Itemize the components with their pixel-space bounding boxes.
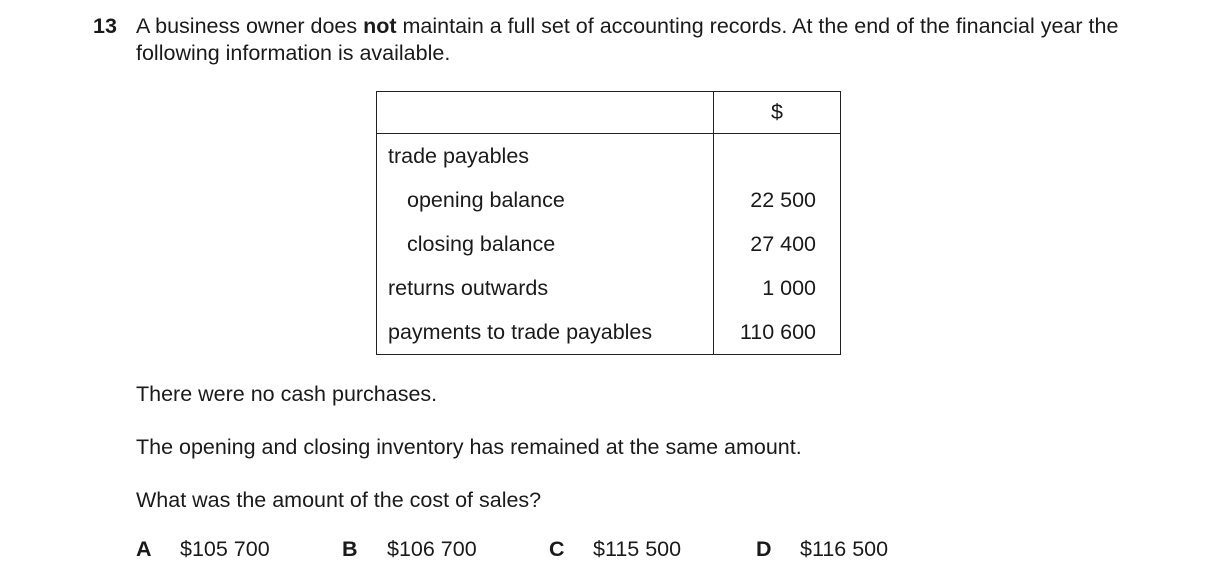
option-letter: C (549, 537, 565, 561)
option-d[interactable] (756, 536, 888, 563)
table-row-amount: 1 000 (762, 276, 816, 300)
table-row-amount: 110 600 (739, 320, 816, 344)
table-row-label: returns outwards (388, 276, 549, 300)
option-letter: B (342, 537, 358, 561)
table-labels-cell (377, 134, 714, 355)
table-row-amount: 22 500 (750, 188, 816, 212)
option-letter: A (136, 537, 152, 561)
option-value: $106 700 (387, 537, 477, 561)
table-amounts-cell (714, 134, 841, 355)
option-value: $105 700 (180, 537, 270, 561)
option-letter: D (756, 537, 772, 561)
table-header-row (377, 92, 841, 134)
stem-emphasis: not (363, 14, 397, 38)
question-stem (136, 13, 1136, 67)
question-number: 13 (93, 14, 117, 38)
option-value: $116 500 (800, 537, 889, 561)
table-row-label: closing balance (407, 232, 556, 256)
table-header-currency: $ (714, 92, 841, 134)
note-no-cash-purchases: There were no cash purchases. (136, 382, 438, 406)
stem-text-2: maintain a full set of accounting records. At the end of the financial year the following information is available. (136, 14, 1119, 65)
table-row-label: payments to trade payables (388, 320, 653, 344)
answer-options (136, 536, 936, 563)
option-c[interactable] (549, 536, 681, 563)
table-header-label-cell (377, 92, 714, 134)
option-b[interactable] (342, 536, 477, 563)
table-row-label: trade payables (388, 144, 530, 168)
question-prompt: What was the amount of the cost of sales? (136, 488, 542, 512)
table-row-amount (714, 134, 840, 178)
note-inventory: The opening and closing inventory has remained at the same amount. (136, 435, 802, 459)
table-body (377, 134, 841, 355)
stem-text-1: A business owner does (136, 14, 364, 38)
table-row-label: opening balance (407, 188, 565, 212)
table-row-amount: 27 400 (750, 232, 816, 256)
information-table (376, 91, 841, 355)
option-a[interactable] (136, 536, 270, 563)
option-value: $115 500 (593, 537, 682, 561)
